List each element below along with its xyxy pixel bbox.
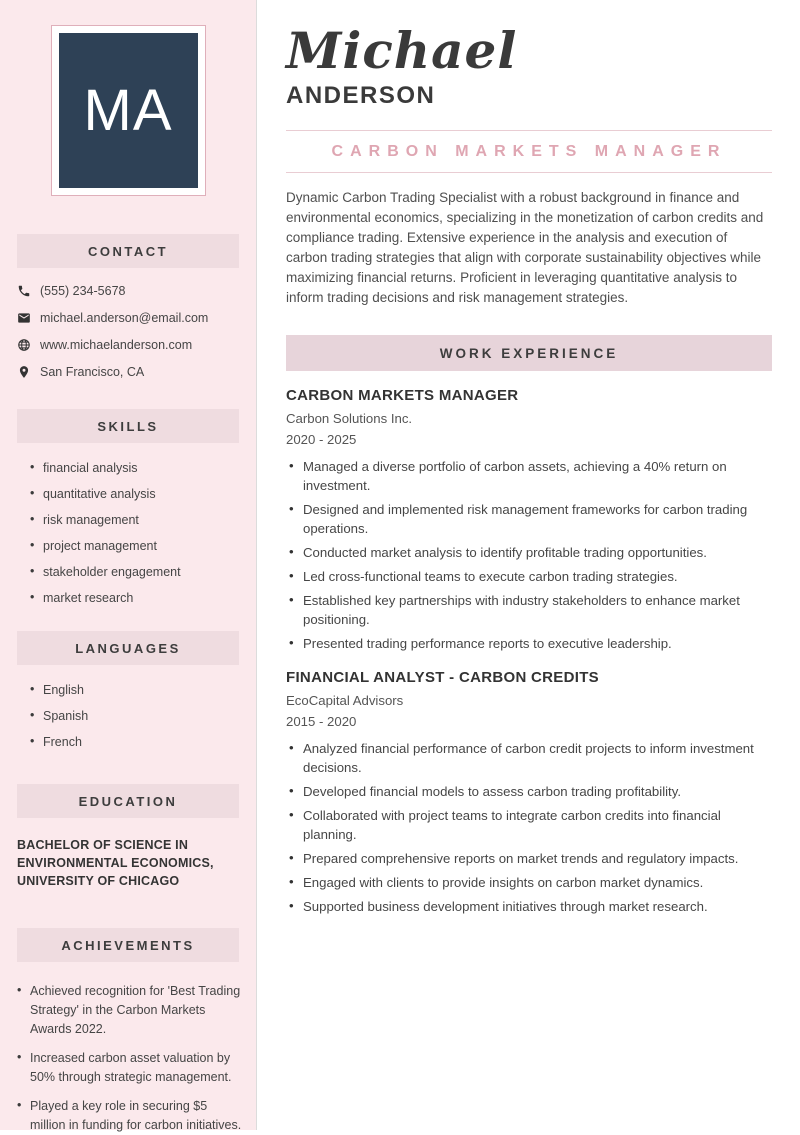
main-content <box>258 0 800 1130</box>
contact-location-text: San Francisco, CA <box>40 365 145 379</box>
achievements-section-header: ACHIEVEMENTS <box>17 928 239 962</box>
job-bullet: • Engaged with clients to provide insights on carbon market dynamics. <box>286 873 772 892</box>
skill-item: • financial analysis <box>30 461 256 475</box>
contact-phone-text: (555) 234-5678 <box>40 284 126 298</box>
job-bullet: • Established key partnerships with industry stakeholders to enhance market positioning. <box>286 591 772 629</box>
achievement-item: • Increased carbon asset valuation by 50% through strategic management. <box>17 1049 242 1087</box>
job-bullet-list <box>286 739 772 916</box>
location-icon <box>17 365 31 379</box>
job-bullet: • Conducted market analysis to identify profitable trading opportunities. <box>286 543 772 562</box>
job-dates: 2020 - 2025 <box>286 432 357 447</box>
monogram-initials: MA <box>83 78 173 143</box>
contact-website-text: www.michaelanderson.com <box>40 338 193 352</box>
contact-website <box>17 338 256 352</box>
work-experience-header: WORK EXPERIENCE <box>286 335 772 371</box>
languages-list <box>30 683 256 749</box>
contact-section-header: CONTACT <box>17 234 239 268</box>
contact-email-text: michael.anderson@email.com <box>40 311 209 325</box>
skill-item: • risk management <box>30 513 256 527</box>
job-bullet: • Supported business development initiatives through market research. <box>286 897 772 916</box>
job-bullet: • Managed a diverse portfolio of carbon assets, achieving a 40% return on investment. <box>286 457 772 495</box>
job-bullet: • Presented trading performance reports to executive leadership. <box>286 634 772 653</box>
skill-item: • stakeholder engagement <box>30 565 256 579</box>
job-company: EcoCapital Advisors <box>286 693 404 708</box>
phone-icon <box>17 284 31 298</box>
job-bullet: • Prepared comprehensive reports on market trends and regulatory impacts. <box>286 849 772 868</box>
skills-list <box>30 461 256 605</box>
languages-section-header: LANGUAGES <box>17 631 239 665</box>
skill-item: • quantitative analysis <box>30 487 256 501</box>
job-title: CARBON MARKETS MANAGER <box>286 387 519 404</box>
contact-list <box>17 284 256 379</box>
professional-summary: Dynamic Carbon Trading Specialist with a robust background in finance and environmental economics, specializing in the monetization of carbon credits and compliance trading. Extensive experience in the analysis and execution of carbon trading strategies that align with corporate sustainability objectives while maximizing financial returns. Proficient in leveraging quantitative analysis to inform trading decisions and risk management strategies. <box>286 190 764 305</box>
profile-photo-frame <box>51 25 206 196</box>
skill-item: • market research <box>30 591 256 605</box>
job-bullet: • Analyzed financial performance of carbon credit projects to inform investment decisions. <box>286 739 772 777</box>
last-name: ANDERSON <box>286 82 436 109</box>
job-entry <box>286 669 772 916</box>
skills-section-header: SKILLS <box>17 409 239 443</box>
job-title-banner: CARBON MARKETS MANAGER <box>331 143 727 160</box>
job-entry <box>286 387 772 653</box>
achievement-item: • Achieved recognition for 'Best Trading Strategy' in the Carbon Markets Awards 2022. <box>17 982 242 1039</box>
education-degree: BACHELOR OF SCIENCE IN ENVIRONMENTAL ECONOMICS, UNIVERSITY OF CHICAGO <box>17 838 214 888</box>
job-bullet: • Designed and implemented risk management frameworks for carbon trading operations. <box>286 500 772 538</box>
achievement-item: • Played a key role in securing $5 million in funding for carbon initiatives. <box>17 1097 242 1135</box>
job-bullet: • Collaborated with project teams to integrate carbon credits into financial planning. <box>286 806 772 844</box>
education-section-header: EDUCATION <box>17 784 239 818</box>
job-bullet-list <box>286 457 772 653</box>
skill-item: • project management <box>30 539 256 553</box>
email-icon <box>17 311 31 325</box>
language-item: • French <box>30 735 256 749</box>
divider-line <box>286 172 772 173</box>
job-bullet: • Led cross-functional teams to execute carbon trading strategies. <box>286 567 772 586</box>
language-item: • English <box>30 683 256 697</box>
contact-email <box>17 311 256 325</box>
contact-phone <box>17 284 256 298</box>
globe-icon <box>17 338 31 352</box>
profile-photo <box>59 33 198 188</box>
job-title: FINANCIAL ANALYST - CARBON CREDITS <box>286 669 599 686</box>
achievements-list <box>17 982 242 1135</box>
sidebar <box>0 0 257 1130</box>
contact-location <box>17 365 256 379</box>
job-dates: 2015 - 2020 <box>286 714 357 729</box>
job-company: Carbon Solutions Inc. <box>286 411 413 426</box>
language-item: • Spanish <box>30 709 256 723</box>
job-bullet: • Developed financial models to assess carbon trading profitability. <box>286 782 772 801</box>
first-name: Michael <box>286 21 518 80</box>
